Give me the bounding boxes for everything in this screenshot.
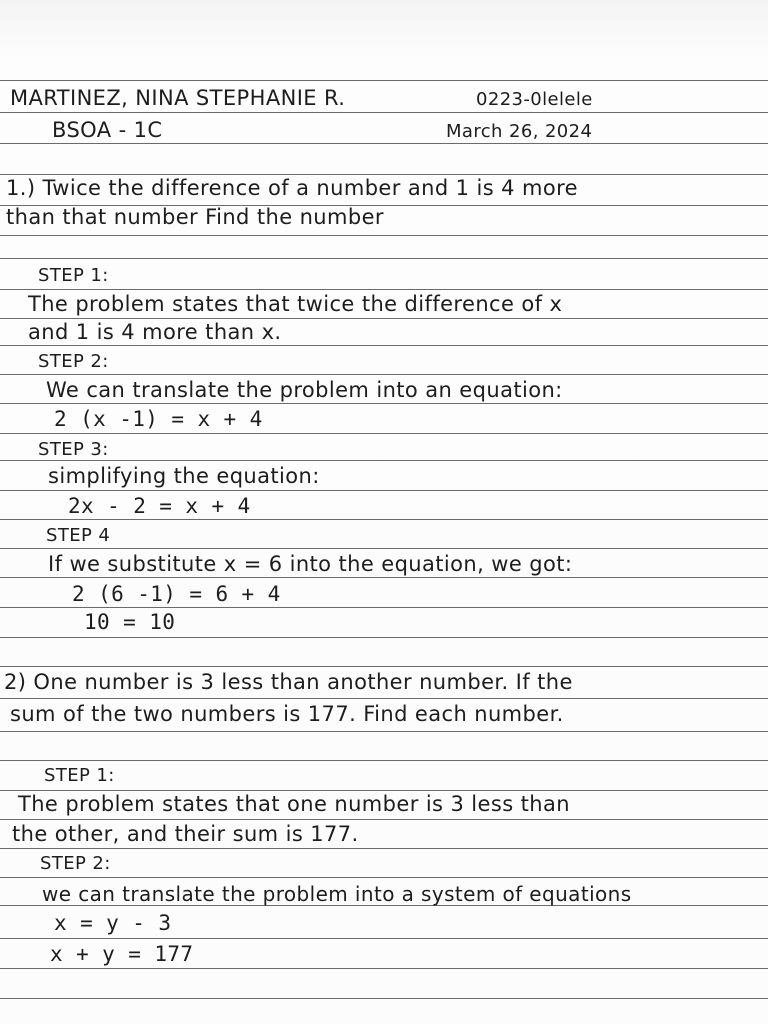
ruled-line [0, 235, 768, 236]
problem-2-statement: 2) One number is 3 less than another number. If the [4, 670, 573, 694]
ruled-line [0, 345, 768, 346]
step-label: STEP 2: [40, 853, 111, 874]
step-text: simplifying the equation: [48, 464, 320, 488]
equation: 10 = 10 [84, 610, 176, 634]
equation: x + y = 177 [50, 942, 194, 966]
ruled-line [0, 698, 768, 699]
step-text: the other, and their sum is 177. [12, 822, 359, 846]
ruled-line [0, 174, 768, 175]
ruled-line [0, 998, 768, 999]
ruled-line [0, 819, 768, 820]
ruled-line [0, 460, 768, 461]
step-text: and 1 is 4 more than x. [28, 320, 282, 344]
step-label: STEP 4 [46, 525, 111, 546]
ruled-line [0, 607, 768, 608]
ruled-line [0, 637, 768, 638]
step-label: STEP 1: [38, 265, 109, 286]
step-text: we can translate the problem into a system of equations [42, 882, 632, 906]
ruled-line [0, 289, 768, 290]
ruled-line [0, 877, 768, 878]
course-section: BSOA - 1C [52, 118, 163, 142]
ruled-line [0, 490, 768, 491]
ruled-line [0, 790, 768, 791]
ruled-line [0, 143, 768, 144]
ruled-line [0, 80, 768, 81]
step-label: STEP 3: [38, 439, 109, 460]
problem-1-statement: than that number Find the number [6, 205, 384, 229]
step-text: The problem states that twice the difference of x [28, 292, 563, 316]
equation: 2 (x -1) = x + 4 [54, 407, 263, 431]
ruled-line [0, 731, 768, 732]
ruled-line [0, 760, 768, 761]
equation: 2 (6 -1) = 6 + 4 [72, 582, 281, 606]
step-text: If we substitute x = 6 into the equation, we got: [48, 552, 573, 576]
date: March 26, 2024 [446, 121, 593, 142]
ruled-line [0, 548, 768, 549]
ruled-line [0, 968, 768, 969]
ruled-line [0, 938, 768, 939]
ruled-line [0, 403, 768, 404]
ruled-line [0, 666, 768, 667]
ruled-line [0, 577, 768, 578]
ruled-line [0, 318, 768, 319]
ruled-line [0, 374, 768, 375]
ruled-line [0, 112, 768, 113]
ruled-line [0, 848, 768, 849]
problem-2-statement: sum of the two numbers is 177. Find each number. [10, 702, 564, 726]
equation: x = y - 3 [54, 911, 172, 935]
equation: 2x - 2 = x + 4 [68, 494, 251, 518]
step-text: We can translate the problem into an equation: [46, 378, 563, 402]
ruled-line [0, 433, 768, 434]
step-label: STEP 1: [44, 765, 115, 786]
problem-1-statement: 1.) Twice the difference of a number and 1 is 4 more [6, 176, 578, 200]
ruled-line [0, 258, 768, 259]
student-id: 0223-0lelele [476, 89, 593, 110]
step-text: The problem states that one number is 3 less than [18, 792, 570, 816]
student-name: MARTINEZ, NINA STEPHANIE R. [10, 86, 346, 110]
ruled-line [0, 519, 768, 520]
step-label: STEP 2: [38, 351, 109, 372]
